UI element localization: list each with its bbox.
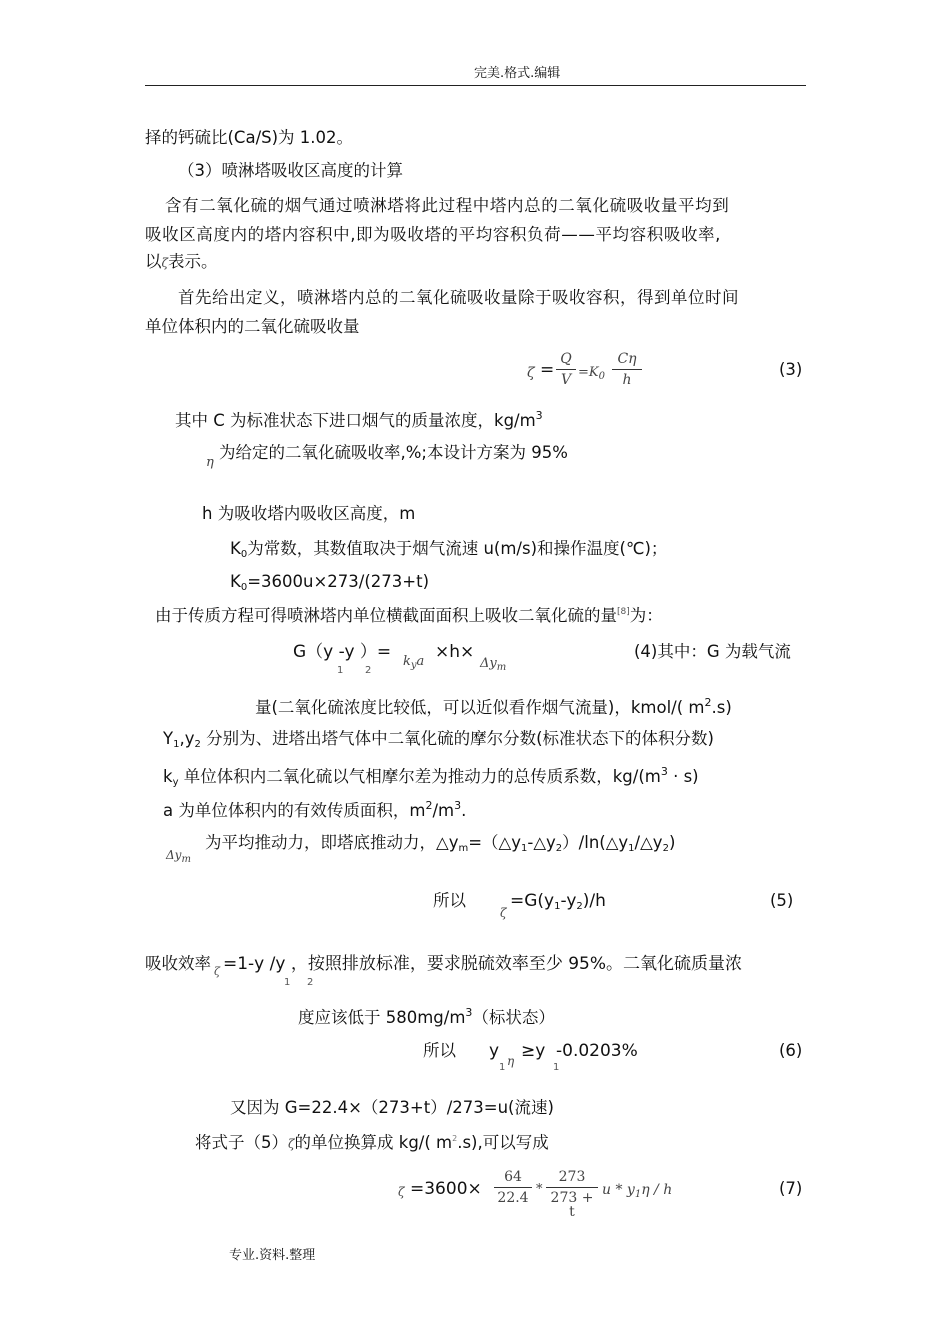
equation-6-number: (6) (779, 1041, 803, 1060)
header-rule (145, 85, 806, 86)
paragraph-1-line-1: 含有二氧化硫的烟气通过喷淋塔将此过程中塔内总的二氧化硫吸收量平均到 (165, 196, 730, 215)
def-eta: 为给定的二氧化硫吸收率,%;本设计方案为 95% (219, 443, 568, 462)
paragraph-1-line-2: 吸收区高度内的塔内容积中,即为吸收塔的平均容积负荷——平均容积吸收率, (145, 225, 721, 244)
mass-transfer-line: 由于传质方程可得喷淋塔内单位横截面面积上吸收二氧化硫的量[8]为： (155, 606, 663, 625)
def-c: 其中 C 为标准状态下进口烟气的质量浓度，$kg/m^3$ (175, 409, 543, 430)
def-h: h 为吸收塔内吸收区高度，m (202, 504, 416, 523)
def-dym: 为平均推动力，即塔底推动力，△ym=（△y1-△y2）/ln(△y1/△y2) (205, 833, 676, 854)
def-ky: ky 单位体积内二氧化硫以气相摩尔差为推动力的总传质系数，$kg/(m^3 \cdot s)$ (163, 765, 699, 788)
equation-3-number: (3) (779, 360, 803, 379)
def-k0: K0为常数，其数值取决于烟气流速 u(m/s)和操作温度(℃)； (230, 539, 668, 560)
dym-symbol: $\Delta y_m$ (166, 848, 191, 865)
equation-7-number: (7) (779, 1179, 803, 1198)
efficiency-line-2: 度应该低于 $580mg/m^3$（标状态） (298, 1006, 555, 1027)
equation-4-number: (4)其中：G 为载气流 (634, 642, 791, 661)
paragraph-1-line-3: 以ζ表示。 (145, 252, 218, 271)
page-header: 完美.格式.编辑 (474, 66, 561, 81)
text-line-casratio: 择的钙硫比(Ca/S)为 1.02。 (145, 128, 354, 147)
section-heading: （3）喷淋塔吸收区高度的计算 (178, 161, 403, 180)
def-a: a 为单位体积内的有效传质面积，$m^2/m^3$. (163, 799, 467, 820)
page-footer: 专业.资料.整理 (229, 1248, 316, 1263)
efficiency-line: 吸收效率 $_\zeta$ =1-y /y ，按照排放标准，要求脱硫效率至少 95%。二氧化硫质量浓 (145, 954, 743, 978)
def-y: Y1,y2 分别为、进塔出塔气体中二氧化硫的摩尔分数(标准状态下的体积分数) (163, 729, 714, 750)
paragraph-2-line-2: 单位体积内的二氧化硫吸收量 (145, 317, 360, 336)
eta-symbol: η (206, 455, 214, 470)
paragraph-2-line-1: 首先给出定义，喷淋塔内总的二氧化硫吸收量除于吸收容积，得到单位时间 (178, 288, 739, 307)
conversion-line: 将式子（5）ζ的单位换算成 kg/( $m^2.s$),可以写成 (195, 1133, 549, 1152)
eq-k0: K0=3600u×273/(273+t) (230, 572, 430, 593)
gas-flow-line: 又因为 G=22.4×（273+t）/273=u(流速) (230, 1098, 554, 1117)
equation-5-number: (5) (770, 891, 794, 910)
def-g: 量(二氧化硫浓度比较低，可以近似看作烟气流量)，kmol/( $m^2.s$) (255, 696, 732, 717)
